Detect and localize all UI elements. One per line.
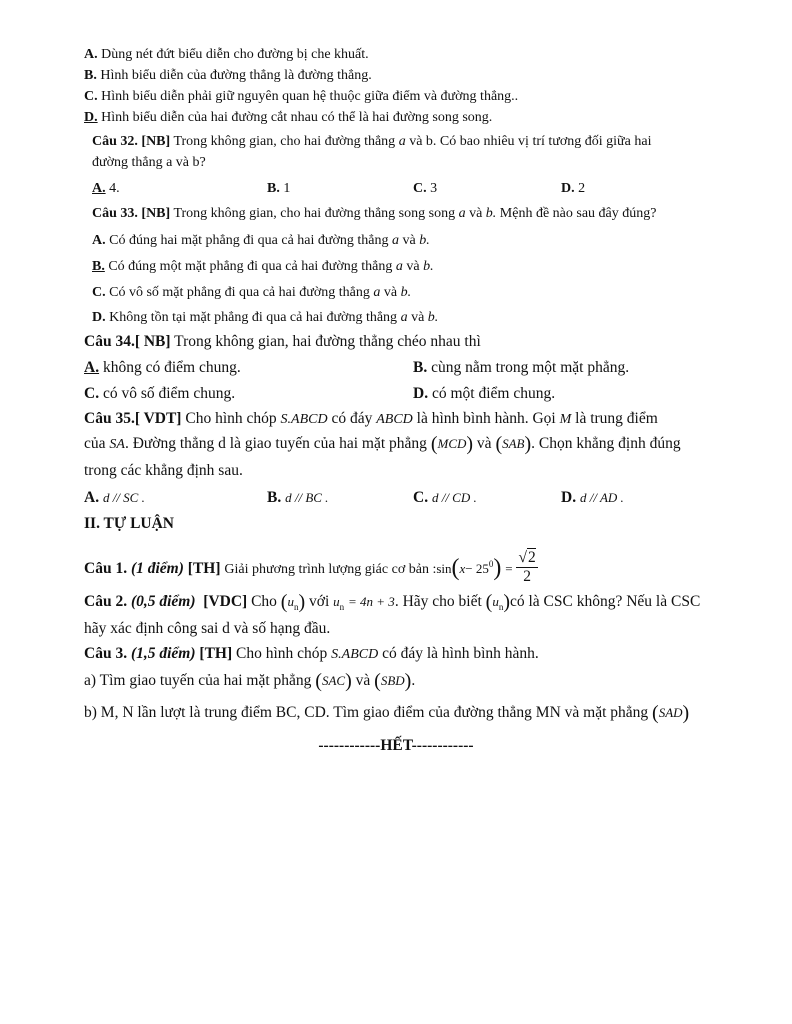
math-sub: n: [293, 602, 299, 613]
q35-option-b: [267, 488, 328, 507]
q35-stem-line3: [84, 461, 243, 480]
math-var: a: [395, 259, 403, 274]
stem-text: . Chọn khẳng định đúng: [531, 435, 681, 452]
math-var: b.: [419, 233, 430, 248]
math-var: u: [287, 594, 294, 609]
end-text: ------------HẾT------------: [318, 737, 474, 754]
numerator: √2: [518, 549, 536, 567]
option-text: d // SC .: [102, 490, 145, 505]
question-label: Câu 35.: [84, 410, 135, 427]
option-label: B.: [267, 181, 280, 196]
option-text: 2: [578, 181, 586, 196]
stem-text: hãy xác định công sai d và số hạng đầu.: [84, 620, 331, 637]
denominator: 2: [523, 568, 531, 586]
intro-option-a: [84, 46, 369, 63]
math-expr: S.ABCD: [280, 412, 328, 427]
math-expr: SA: [109, 437, 125, 452]
math-var: u: [492, 594, 499, 609]
stem-text: với: [309, 593, 330, 610]
math-var: a: [458, 206, 466, 221]
stem-text: Mệnh đề nào sau đây đúng?: [499, 206, 657, 221]
intro-option-d: [84, 109, 492, 126]
option-label: C.: [84, 385, 100, 402]
option-text: Không tồn tại mặt phẳng đi qua cả hai đường thẳng: [109, 310, 398, 325]
intro-option-b: [84, 67, 372, 84]
option-text: Hình biểu diễn của đường thẳng là đường thẳng.: [100, 68, 372, 83]
option-text: và: [383, 285, 398, 300]
stem-text: Trong không gian, hai đường thẳng chéo nhau thì: [174, 333, 481, 350]
option-text: có một điểm chung.: [431, 385, 556, 402]
option-label: A.: [84, 359, 100, 376]
q32-stem: [92, 133, 651, 150]
option-text: Có vô số mặt phẳng đi qua cả hai đường thẳng: [109, 285, 370, 300]
stem-text: đường thẳng a và b?: [92, 155, 206, 170]
option-label: D.: [561, 489, 577, 506]
q35-stem: [84, 409, 658, 429]
essay-q3: [84, 644, 539, 664]
q33-option-a: [92, 232, 430, 249]
math-var: a: [398, 134, 406, 149]
math-func: sin: [436, 561, 452, 577]
q35-option-c: [413, 488, 477, 507]
q32-stem-line2: [92, 154, 206, 171]
level-tag: [ VDT]: [134, 410, 182, 427]
radicand: 2: [528, 549, 536, 567]
option-label: A.: [84, 47, 98, 62]
math-var: a: [392, 233, 400, 248]
points: (1,5 điểm): [130, 645, 196, 662]
degree: 0: [488, 559, 494, 569]
q35-option-d: [561, 488, 624, 507]
math-expr: SBD: [380, 673, 405, 688]
option-text: d // BC .: [285, 490, 329, 505]
stem-text: . Hãy cho biết: [394, 593, 482, 610]
q33-option-d: [92, 309, 438, 326]
points: (1 điểm): [130, 560, 184, 578]
section-title: [84, 514, 174, 533]
q32-option-b: [267, 180, 290, 197]
stem-text: a) Tìm giao tuyến của hai mặt phẳng: [84, 672, 312, 689]
essay-q1: Câu 1. (1 điểm) [TH] Giải phương trình lượng giác cơ bản :sin(x− $25^0$) = $\frac{√2}{2}$: [84, 549, 536, 586]
q33-option-c: [92, 284, 411, 301]
level-tag: [TH]: [187, 560, 221, 578]
points: (0,5 điểm): [130, 593, 196, 610]
q34-option-b: [413, 358, 629, 377]
option-text: có vô số điểm chung.: [102, 385, 236, 402]
stem-text: và: [469, 206, 483, 221]
math-var: b.: [485, 206, 497, 221]
math-var: x: [459, 561, 466, 577]
q32-option-a: [92, 180, 120, 197]
stem-text: Trong không gian, cho hai đường thẳng: [173, 134, 396, 149]
option-label: B.: [92, 259, 105, 274]
stem-text: b) M, N lần lượt là trung điểm BC, CD. Tìm giao điểm của đường thẳng MN và mặt phẳng: [84, 704, 649, 721]
option-label: D.: [84, 110, 98, 125]
option-text: và: [411, 310, 425, 325]
level-tag: [VDC]: [203, 593, 248, 610]
stem-text: . Đường thẳng d là giao tuyến của hai mặt phẳng: [124, 435, 427, 452]
section-title-text: II. TỰ LUẬN: [84, 515, 175, 532]
level-tag: [NB]: [141, 134, 171, 149]
option-text: d // CD .: [431, 490, 477, 505]
option-text: 4.: [109, 181, 120, 196]
math-var: b.: [400, 285, 412, 300]
q35-stem-line2: của SA. Đường thẳng d là giao tuyến của hai mặt phẳng (MCD) và (SAB). Chọn khẳng định đúng: [84, 433, 681, 455]
option-text: Có đúng một mặt phẳng đi qua cả hai đường thẳng: [108, 259, 393, 274]
question-label: Câu 33.: [92, 206, 138, 221]
fraction: [516, 549, 537, 586]
option-label: B.: [267, 489, 282, 506]
stem-text: và: [476, 435, 492, 452]
math-expr: M: [559, 412, 572, 427]
option-text: d // AD .: [579, 490, 624, 505]
essay-q3-part-a: a) Tìm giao tuyến của hai mặt phẳng (SAC) và (SBD).: [84, 670, 416, 692]
q34-option-c: [84, 384, 235, 403]
stem-text: Trong không gian, cho hai đường thẳng song song: [173, 206, 456, 221]
q33-stem: [92, 205, 656, 222]
math-expr: SAD: [658, 705, 683, 720]
question-label: Câu 3.: [84, 645, 128, 662]
question-label: Câu 32.: [92, 134, 138, 149]
essay-q2: Câu 2. (0,5 điểm) [VDC] Cho $(u_n)$ với $u_n = 4n + 3$. Hãy cho biết $(u_n)có$ là CSC không? Nếu là CSC: [84, 591, 701, 613]
stem-text: Cho hình chóp: [185, 410, 277, 427]
intro-option-c: [84, 88, 518, 105]
option-text: 3: [430, 181, 438, 196]
math-expr: SAB: [502, 436, 525, 451]
option-label: D.: [92, 310, 106, 325]
stem-text: có đáy: [331, 410, 373, 427]
option-label: C.: [92, 285, 106, 300]
math-var: a: [400, 310, 408, 325]
math-sub: n: [498, 602, 504, 613]
stem-text: Cho hình chóp: [236, 645, 328, 662]
option-text: Hình biểu diễn phải giữ nguyên quan hệ thuộc giữa điểm và đường thẳng..: [101, 89, 519, 104]
option-label: C.: [84, 89, 98, 104]
option-label: C.: [413, 181, 427, 196]
option-text: Dùng nét đứt biểu diễn cho đường bị che khuất.: [101, 47, 369, 62]
option-label: A.: [92, 181, 106, 196]
math-var: a: [373, 285, 381, 300]
stem-text: là hình bình hành. Gọi: [416, 410, 556, 427]
math-expr: − 25: [465, 561, 489, 577]
end-marker: [0, 736, 792, 755]
stem-text: Giải phương trình lượng giác cơ bản :: [224, 562, 437, 578]
stem-text: và b. Có bao nhiêu vị trí tương đối giữa hai: [409, 134, 652, 149]
math-eq: =: [505, 561, 513, 577]
option-label: A.: [84, 489, 100, 506]
math-var: b.: [423, 259, 434, 274]
option-text: và: [402, 233, 416, 248]
option-label: D.: [561, 181, 575, 196]
question-label: Câu 1.: [84, 560, 128, 578]
stem-text: của: [84, 435, 106, 452]
math-expr: SAC: [321, 673, 346, 688]
option-text: Hình biểu diễn của hai đường cắt nhau có thể là hai đường song song.: [101, 110, 493, 125]
math-var: b.: [427, 310, 439, 325]
question-label: Câu 34.: [84, 333, 135, 350]
option-label: A.: [92, 233, 106, 248]
stem-text: trong các khẳng định sau.: [84, 462, 243, 479]
option-label: C.: [413, 489, 429, 506]
option-text: 1: [283, 181, 291, 196]
q34-stem: [84, 332, 481, 351]
q35-option-a: [84, 488, 145, 507]
stem-text: có là CSC không? Nếu là CSC: [509, 593, 701, 610]
stem-text: và: [355, 672, 371, 689]
option-text: Có đúng hai mặt phẳng đi qua cả hai đường thẳng: [109, 233, 389, 248]
math-expr: = 4n + 3: [348, 594, 395, 609]
q34-option-d: [413, 384, 555, 403]
math-sub: n: [339, 602, 345, 613]
level-tag: [NB]: [141, 206, 171, 221]
q32-option-c: [413, 180, 437, 197]
q33-option-b: [92, 258, 434, 275]
essay-q3-part-b: b) M, N lần lượt là trung điểm BC, CD. Tìm giao điểm của đường thẳng MN và mặt phẳng (SAD): [84, 702, 690, 724]
stem-text: Cho: [251, 593, 277, 610]
option-text: và: [406, 259, 420, 274]
essay-q2-line2: [84, 619, 330, 638]
math-expr: ABCD: [376, 412, 413, 427]
stem-text: là trung điểm: [575, 410, 658, 427]
option-label: B.: [84, 68, 97, 83]
math-expr: S.ABCD: [331, 647, 379, 662]
option-label: D.: [413, 385, 429, 402]
option-text: không có điểm chung.: [102, 359, 241, 376]
q34-option-a: [84, 358, 241, 377]
level-tag: [TH]: [199, 645, 233, 662]
level-tag: [ NB]: [134, 333, 171, 350]
math-expr: MCD: [437, 436, 467, 451]
option-text: cùng nằm trong một mặt phẳng.: [431, 359, 630, 376]
q32-option-d: [561, 180, 585, 197]
math-var: u: [333, 594, 340, 609]
question-label: Câu 2.: [84, 593, 128, 610]
option-label: B.: [413, 359, 428, 376]
stem-text: có đáy là hình bình hành.: [382, 645, 539, 662]
